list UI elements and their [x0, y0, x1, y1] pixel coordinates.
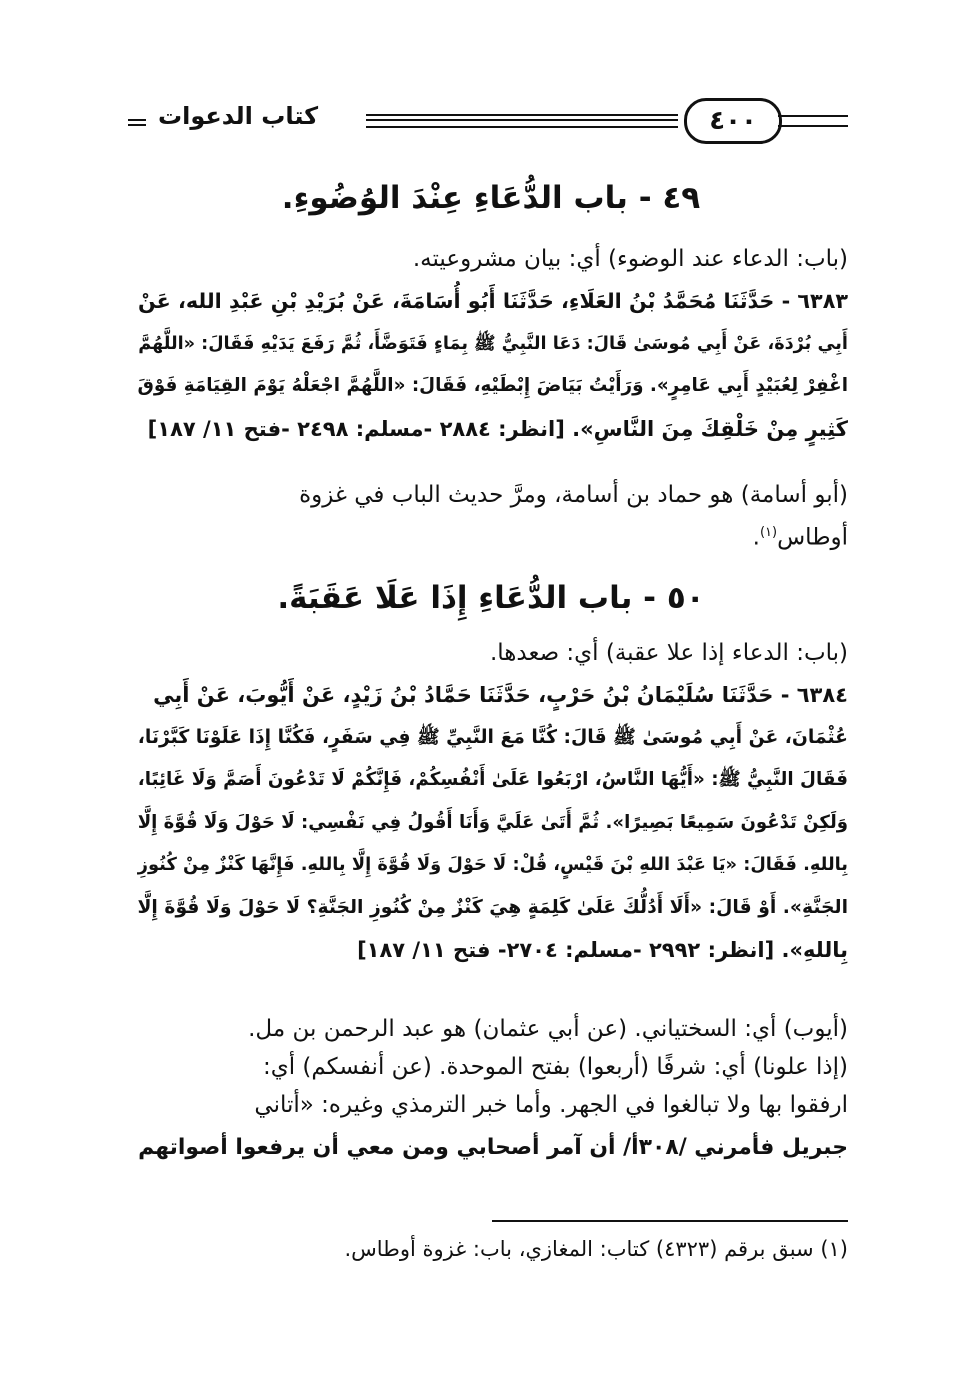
hadith-line: ٦٣٨٣ - حَدَّثَنَا مُحَمَّدُ بْنُ العَلَاءِ، حَدَّثَنَا أَبُو أُسَامَةَ، عَنْ بُرَيْدِ بْنِ عَبْدِ الله، عَنْ — [137, 289, 848, 313]
chapter-heading-50: ٥٠ - باب الدُّعَاءِ إِذَا عَلَا عَقَبَةً. — [277, 580, 705, 616]
book-title: كتاب الدعوات — [158, 102, 319, 130]
commentary-line: أوطاس$^{(١)}$. — [752, 524, 848, 551]
explanation-line: (باب: الدعاء إذا علا عقبة) أي: صعدها. — [489, 640, 848, 666]
hadith-line: بِاللهِ. فَقَالَ: «يَا عَبْدَ اللهِ بْنَ قَيْسٍ، قُلْ: لَا حَوْلَ وَلَا قُوَّةَ إِلَّا بِاللهِ. فَإِنَّهَا كَنْزٌ مِنْ كُنُوزِ — [137, 854, 848, 875]
emphasis-line: جبريل فأمرني /٣٠٨أ/ أن آمر أصحابي ومن معي أن يرفعوا أصواتهم — [138, 1135, 848, 1160]
page-number — [684, 98, 782, 144]
commentary-line: (إذا علونا) أي: شرفًا (أربعوا) بفتح الموحدة. (عن أنفسكم) أي: — [262, 1054, 848, 1080]
chapter-heading-49: ٤٩ - باب الدُّعَاءِ عِنْدَ الوُضُوءِ. — [281, 180, 701, 216]
header-ornament-dash — [128, 119, 146, 126]
footnote-ref: (١) — [759, 525, 778, 540]
commentary-line: ارفقوا بها ولا تبالغوا في الجهر. وأما خبر الترمذي وغيره: «أتاني — [254, 1092, 848, 1118]
commentary-6384 — [134, 1010, 848, 1124]
chapter-explanation-49 — [134, 240, 848, 278]
hadith-line: بِاللهِ». [انظر: ٢٩٩٢ -مسلم: ٢٧٠٤- فتح ١١/ ١٨٧] — [357, 938, 848, 962]
footnote: (١) سبق برقم (٤٣٢٣) كتاب: المغازي، باب: غزوة أوطاس. — [344, 1237, 848, 1261]
commentary-line: (أيوب) أي: السختياني. (عن أبي عثمان) هو عبد الرحمن بن مل. — [248, 1016, 848, 1042]
hadith-line: ٦٣٨٤ - حَدَّثَنَا سُلَيْمَانُ بْنُ حَرْبٍ، حَدَّثَنَا حَمَّادُ بْنُ زَيْدٍ، عَنْ أَيُّوبَ، عَنْ أَبِي — [153, 683, 848, 707]
commentary-emphasis — [134, 1126, 848, 1170]
explanation-line: (باب: الدعاء عند الوضوء) أي: بيان مشروعيته. — [412, 246, 848, 272]
commentary-word: أوطاس — [777, 524, 848, 551]
hadith-line: كَثِيرٍ مِنْ خَلْقِكَ مِنَ النَّاسِ». [انظر: ٢٨٨٤ -مسلم: ٢٤٩٨ -فتح ١١/ ١٨٧] — [147, 416, 848, 441]
hadith-line: عُثْمَانَ، عَنْ أَبِي مُوسَىٰ ﷺ قَالَ: كُنَّا مَعَ النَّبِيِّ ﷺ فِي سَفَرٍ، فَكُنَّا إِذَا عَلَوْنَا كَبَّرْنَا، — [137, 726, 848, 748]
footnote-separator — [492, 1220, 848, 1222]
running-header — [128, 96, 850, 148]
hadith-line: اغْفِرْ لِعُبَيْدٍ أَبِي عَامِرٍ». وَرَأَيْتُ بَيَاضَ إِبْطَيْهِ، فَقَالَ: «اللَّهُمَّ اجْعَلْهُ يَوْمَ القِيَامَةِ فَوْقَ — [137, 375, 848, 396]
chapter-explanation-50 — [134, 634, 848, 672]
header-rule — [366, 114, 678, 128]
commentary-line: (أبو أسامة) هو حماد بن أسامة، ومرَّ حديث الباب في غزوة — [299, 482, 848, 508]
hadith-line: وَلَكِنْ تَدْعُونَ سَمِيعًا بَصِيرًا». ثُمَّ أَتَىٰ عَلَيَّ وَأَنَا أَقُولُ فِي نَفْسِي: لَا حَوْلَ وَلَا قُوَّةَ إِلَّا — [137, 811, 848, 833]
hadith-6384 — [134, 674, 848, 972]
header-rule-tail — [778, 115, 848, 127]
hadith-line: أَبِي بُرْدَةَ، عَنْ أَبِي مُوسَىٰ قَالَ: دَعَا النَّبِيُّ ﷺ بِمَاءٍ فَتَوَضَّأَ، ثُمَّ رَفَعَ يَدَيْهِ فَقَالَ: «اللَّهُمَّ — [138, 333, 848, 354]
commentary-6383 — [134, 476, 848, 557]
hadith-line: الجَنَّةِ». أَوْ قَالَ: «أَلَا أَدُلُّكَ عَلَىٰ كَلِمَةٍ هِيَ كَنْزٌ مِنْ كُنُوزِ الجَنَّةِ؟ لَا حَوْلَ وَلَا قُوَّةَ إِلَّا — [137, 896, 848, 918]
hadith-line: فَقَالَ النَّبِيُّ ﷺ: «أَيُّهَا النَّاسُ، ارْبَعُوا عَلَىٰ أَنْفُسِكُمْ، فَإِنَّكُمْ لَا تَدْعُونَ أَصَمَّ وَلَا غَائِبًا، — [137, 769, 848, 790]
page-number-label: ٤٠٠ — [709, 106, 757, 136]
hadith-6383 — [134, 280, 848, 450]
